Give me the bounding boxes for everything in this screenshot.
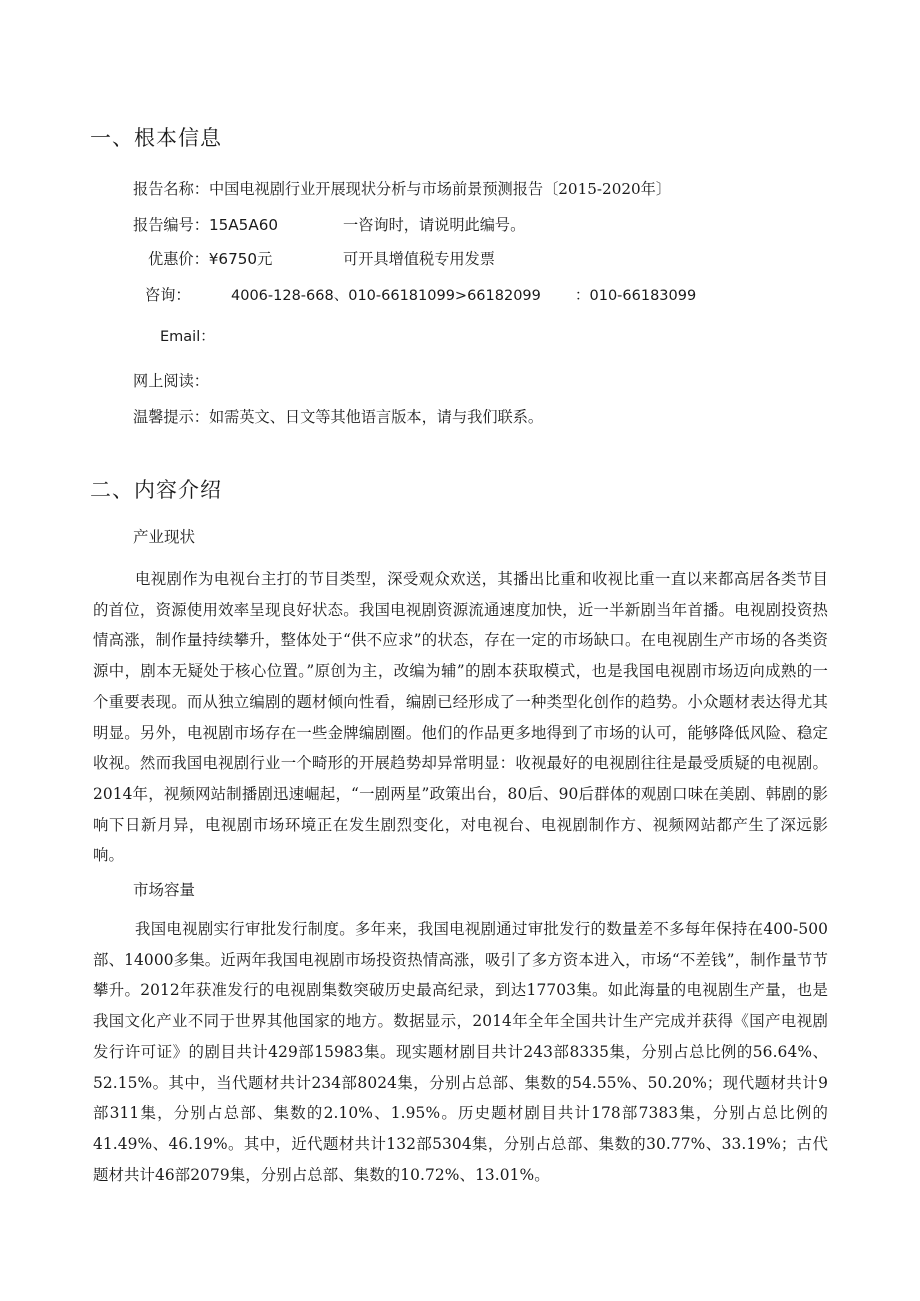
consult-phones: 4006-128-668、010-66181099>66182099 xyxy=(231,288,541,304)
report-name-value: 中国电视剧行业开展现状分析与市场前景预测报告〔2015-2020年〕 xyxy=(208,180,672,198)
subheading-industry-status: 产业现状 xyxy=(133,528,196,546)
section-title-content-intro: 二、内容介绍 xyxy=(90,478,222,502)
report-no-row xyxy=(133,214,278,235)
price-row xyxy=(148,248,272,269)
paragraph-market-capacity: 我国电视剧实行审批发行制度。多年来，我国电视剧通过审批发行的数量差不多每年保持在400-500部、14000多集。近两年我国电视剧市场投资热情高涨，吸引了多方资本进入，市场“不差钱”，制作量节节攀升。2012年获准发行的电视剧集数突破历史最高纪录，到达17703集。如此海量的电视剧生产量，也是我国文化产业不同于世界其他国家的地方。数据显示，2014年全年全国共计生产完成并获得《国产电视剧发行许可证》的剧目共计429部15983集。现实题材剧目共计243部8335集，分别占总比例的56.64%、52.15%。其中，当代题材共计234部8024集，分别占总部、集数的54.55%、50.20%；现代题材共计9部311集，分别占总部、集数的2.10%、1.95%。历史题材剧目共计178部7383集，分别占总比例的41.49%、46.19%。其中，近代题材共计132部5304集，分别占总部、集数的30.77%、33.19%；古代题材共计46部2079集，分别占总部、集数的10.72%、13.01%。 xyxy=(93,920,828,1184)
price-note: 可开具增值税专用发票 xyxy=(343,250,495,268)
report-name-label: 报告名称： xyxy=(133,180,209,198)
tip-text: 如需英文、日文等其他语言版本，请与我们联系。 xyxy=(208,408,544,426)
online-reading-label: 网上阅读： xyxy=(133,372,209,390)
consult-fax: ：010-66183099 xyxy=(575,288,697,304)
tip-label: 温馨提示： xyxy=(133,408,209,426)
price-label: 优惠价： xyxy=(148,250,209,268)
paragraph-industry-status: 电视剧作为电视台主打的节目类型，深受观众欢送，其播出比重和收视比重一直以来都高居各类节目的首位，资源使用效率呈现良好状态。我国电视剧资源流通速度加快，近一半新剧当年首播。电视剧投资热情高涨，制作量持续攀升，整体处于“供不应求”的状态，存在一定的市场缺口。在电视剧生产市场的各类资源中，剧本无疑处于核心位置。”原创为主，改编为辅”的剧本获取模式，也是我国电视剧市场迈向成熟的一个重要表现。而从独立编剧的题材倾向性看，编剧已经形成了一种类型化创作的趋势。小众题材表达得尤其明显。另外，电视剧市场存在一些金牌编剧圈。他们的作品更多地得到了市场的认可，能够降低风险、稳定收视。然而我国电视剧行业一个畸形的开展趋势却异常明显：收视最好的电视剧往往是最受质疑的电视剧。2014年，视频网站制播剧迅速崛起，“一剧两星”政策出台，80后、90后群体的观剧口味在美剧、韩剧的影响下日新月异，电视剧市场环境正在发生剧烈变化，对电视台、电视剧制作方、视频网站都产生了深远影响。 xyxy=(93,570,828,865)
section-title-basic-info: 一、根本信息 xyxy=(90,126,222,150)
report-no-label: 报告编号： xyxy=(133,216,209,234)
report-no-note: 一咨询时，请说明此编号。 xyxy=(343,216,526,234)
report-name-row xyxy=(133,178,671,199)
tip-row xyxy=(133,406,543,427)
consult-label: 咨询： xyxy=(145,286,191,304)
subheading-market-capacity: 市场容量 xyxy=(133,881,196,899)
email-label: Email： xyxy=(160,329,215,345)
report-no-value: 15A5A60 xyxy=(208,216,279,234)
price-value: ¥6750元 xyxy=(208,250,273,268)
